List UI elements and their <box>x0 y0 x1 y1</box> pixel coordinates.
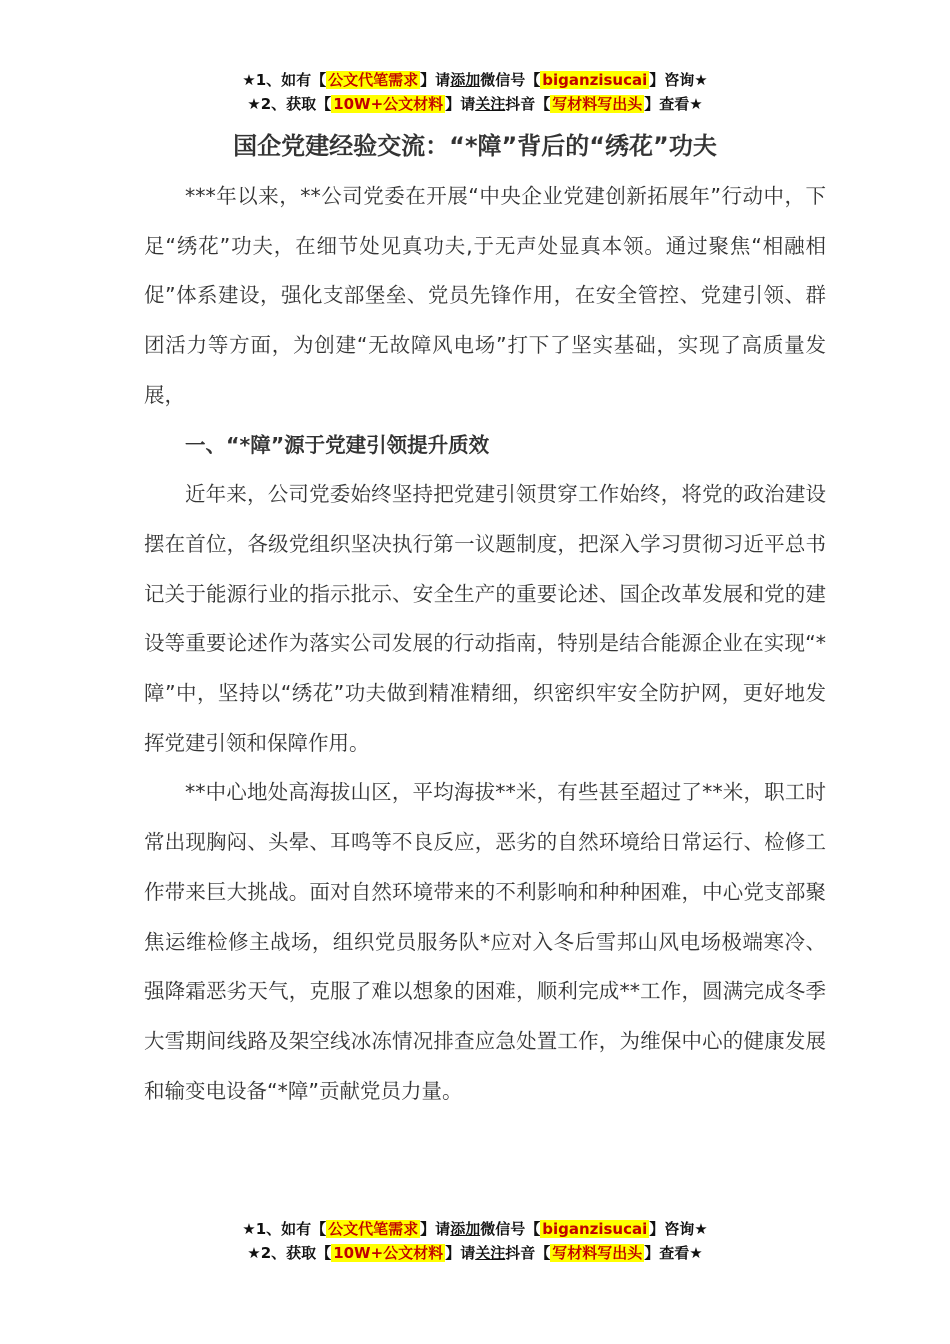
section-heading: 一、“*障”源于党建引领提升质效 <box>185 432 490 457</box>
promo-text: ★1、如有【 <box>242 71 327 89</box>
promo-text: 】请 <box>420 71 451 89</box>
promo-text: ★2、获取【 <box>247 1244 332 1262</box>
promo-line-2 <box>0 92 950 116</box>
promo-text: 】咨询★ <box>649 71 708 89</box>
intro-paragraph: ***年以来，**公司党委在开展“中央企业党建创新拓展年”行动中，下足“绣花”功夫，在细节处见真功夫,于无声处显真本领。通过聚焦“相融相促”体系建设，强化支部堡垒、党员先锋作用，在安全管控、党建引领、群团活力等方面，为创建“无故障风电场”打下了坚实基础，实现了高质量发展， <box>144 184 826 407</box>
promo-line-2 <box>0 1241 950 1265</box>
document-title: 国企党建经验交流：“*障”背后的“绣花”功夫 <box>233 132 717 160</box>
promo-text: 微信号【 <box>480 71 541 89</box>
promo-text: 】请 <box>445 95 476 113</box>
document-body <box>144 172 826 1116</box>
promo-highlight: biganzisucai <box>542 1220 648 1238</box>
promo-banner-bottom <box>0 1217 950 1265</box>
promo-text: 】查看★ <box>644 1244 703 1262</box>
promo-line-1 <box>0 1217 950 1241</box>
promo-text: 抖音【 <box>505 1244 551 1262</box>
promo-text: ★2、获取【 <box>247 95 332 113</box>
promo-text: 】咨询★ <box>649 1220 708 1238</box>
promo-text: 】查看★ <box>644 95 703 113</box>
promo-highlight: 写材料写出头 <box>552 95 643 113</box>
promo-highlight: 10W+公文材料 <box>333 1244 444 1262</box>
promo-text: ★1、如有【 <box>242 1220 327 1238</box>
promo-banner-top <box>0 68 950 116</box>
promo-underline: 关注 <box>475 95 506 113</box>
promo-underline: 关注 <box>475 1244 506 1262</box>
promo-underline: 添加 <box>450 1220 481 1238</box>
promo-underline: 添加 <box>450 71 481 89</box>
promo-highlight: 写材料写出头 <box>552 1244 643 1262</box>
promo-highlight: 公文代笔需求 <box>328 1220 419 1238</box>
promo-text: 】请 <box>445 1244 476 1262</box>
promo-highlight: 10W+公文材料 <box>333 95 444 113</box>
promo-highlight: biganzisucai <box>542 71 648 89</box>
body-paragraph: **中心地处高海拔山区，平均海拔**米，有些甚至超过了**米，职工时常出现胸闷、头晕、耳鸣等不良反应，恶劣的自然环境给日常运行、检修工作带来巨大挑战。面对自然环境带来的不利影响和种种困难，中心党支部聚焦运维检修主战场，组织党员服务队*应对入冬后雪邦山风电场极端寒冷、强降霜恶劣天气，克服了难以想象的困难，顺利完成**工作，圆满完成冬季大雪期间线路及架空线冰冻情况排查应急处置工作，为维保中心的健康发展和输变电设备“*障”贡献党员力量。 <box>144 780 826 1103</box>
promo-highlight: 公文代笔需求 <box>328 71 419 89</box>
promo-text: 微信号【 <box>480 1220 541 1238</box>
body-paragraph: 近年来，公司党委始终坚持把党建引领贯穿工作始终，将党的政治建设摆在首位，各级党组织坚决执行第一议题制度，把深入学习贯彻习近平总书记关于能源行业的指示批示、安全生产的重要论述、国企改革发展和党的建设等重要论述作为落实公司发展的行动指南，特别是结合能源企业在实现“*障”中，坚持以“绣花”功夫做到精准精细，织密织牢安全防护网，更好地发挥党建引领和保障作用。 <box>144 482 826 755</box>
promo-line-1 <box>0 68 950 92</box>
promo-text: 抖音【 <box>505 95 551 113</box>
promo-text: 】请 <box>420 1220 451 1238</box>
